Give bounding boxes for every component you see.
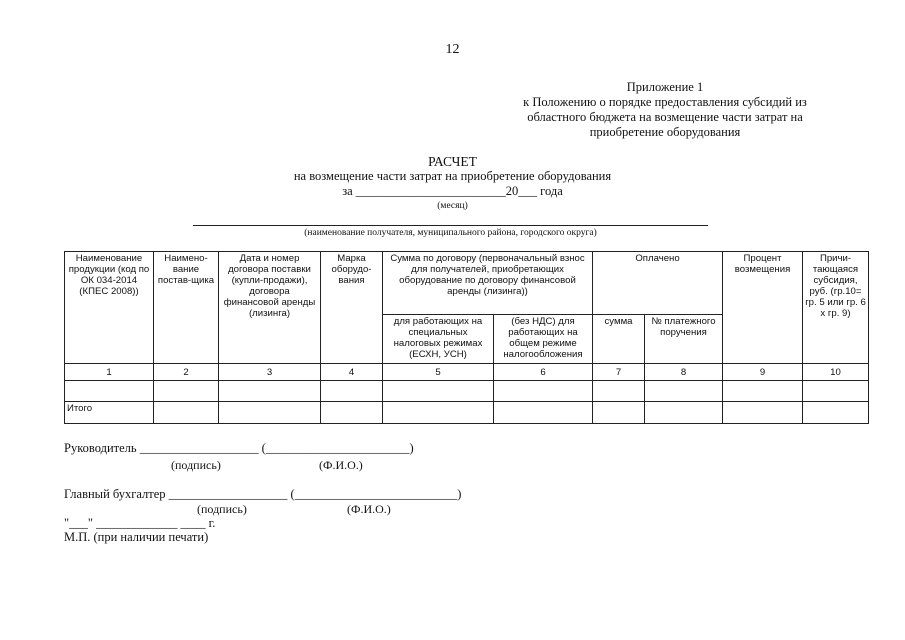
header-row-1 [65, 252, 869, 315]
table-row [65, 381, 869, 402]
recipient-caption: (наименование получателя, муниципального района, городского округа) [304, 228, 597, 238]
header-subsidy: Причи-тающаяся субсидия, руб. (гр.10= гр. 5 или гр. 6 х гр. 9) [803, 252, 869, 364]
table-cell[interactable] [803, 402, 869, 424]
column-number: 5 [383, 364, 494, 381]
column-number: 2 [154, 364, 219, 381]
seal-note: М.П. (при наличии печати) [64, 530, 209, 544]
appendix-line-2: к Положению о порядке предоставления субсидий из [523, 95, 807, 109]
table-cell[interactable] [803, 381, 869, 402]
column-number: 8 [645, 364, 723, 381]
head-signature-line: Руководитель ___________________ (_______________________) [64, 441, 414, 455]
column-number: 3 [219, 364, 321, 381]
table-cell[interactable] [219, 402, 321, 424]
table-cell[interactable] [593, 381, 645, 402]
header-product: Наименование продукции (код по ОК 034-2014 (КПЕС 2008)) [65, 252, 154, 364]
header-general-regime: (без НДС) для работающих на общем режиме налогообложения [494, 315, 593, 364]
header-brand: Марка оборудо-вания [321, 252, 383, 364]
page-number: 12 [445, 42, 460, 57]
accountant-sign-caption: (подпись) [197, 502, 247, 516]
table-cell[interactable] [645, 402, 723, 424]
table-cell[interactable] [321, 381, 383, 402]
table-cell[interactable] [494, 402, 593, 424]
accountant-name-caption: (Ф.И.О.) [347, 502, 391, 516]
header-payment-order: № платежного поручения [645, 315, 723, 364]
calculation-table [64, 251, 869, 424]
header-paid: Оплачено [593, 252, 723, 315]
header-supplier: Наимено-вание постав-щика [154, 252, 219, 364]
appendix-header [500, 80, 830, 140]
column-number: 1 [65, 364, 154, 381]
table-cell[interactable] [154, 402, 219, 424]
header-contract: Дата и номер договора поставки (купли-продажи), договора финансовой аренды (лизинга) [219, 252, 321, 364]
table-cell[interactable] [219, 381, 321, 402]
header-contract-sum: Сумма по договору (первоначальный взнос для получателей, приобретающих оборудование по договору финансовой аренды (лизинга)) [383, 252, 593, 315]
table-cell[interactable] [645, 381, 723, 402]
column-number: 4 [321, 364, 383, 381]
table-cell[interactable] [154, 381, 219, 402]
period-caption: (месяц) [437, 201, 468, 211]
total-row [65, 402, 869, 424]
table-cell[interactable] [494, 381, 593, 402]
document-subtitle: на возмещение части затрат на приобретение оборудования [293, 169, 612, 183]
head-name-caption: (Ф.И.О.) [319, 458, 363, 472]
accountant-signature-line: Главный бухгалтер ___________________ (__________________________) [64, 487, 462, 501]
column-number: 6 [494, 364, 593, 381]
head-sign-caption: (подпись) [171, 458, 221, 472]
header-paid-sum: сумма [593, 315, 645, 364]
column-number: 7 [593, 364, 645, 381]
table-cell[interactable] [65, 381, 154, 402]
document-title: РАСЧЕТ [428, 154, 477, 169]
recipient-underline [193, 225, 708, 226]
table-cell[interactable] [383, 381, 494, 402]
header-percent: Процент возмещения [723, 252, 803, 364]
period-line: за ________________________20___ года [342, 184, 563, 198]
appendix-line-1: Приложение 1 [626, 80, 704, 94]
date-line: "___" _____________ ____ г. [64, 516, 216, 530]
header-special-regime: для работающих на специальных налоговых режимах (ЕСХН, УСН) [383, 315, 494, 364]
appendix-line-3: областного бюджета на возмещение части затрат на [527, 110, 803, 124]
column-number: 9 [723, 364, 803, 381]
column-number: 10 [803, 364, 869, 381]
table-cell[interactable] [723, 402, 803, 424]
table-cell[interactable] [593, 402, 645, 424]
table-cell[interactable] [383, 402, 494, 424]
column-numbers-row [65, 364, 869, 381]
appendix-line-4: приобретение оборудования [589, 125, 741, 139]
table-cell[interactable] [723, 381, 803, 402]
total-label: Итого [65, 402, 154, 424]
table-cell[interactable] [321, 402, 383, 424]
